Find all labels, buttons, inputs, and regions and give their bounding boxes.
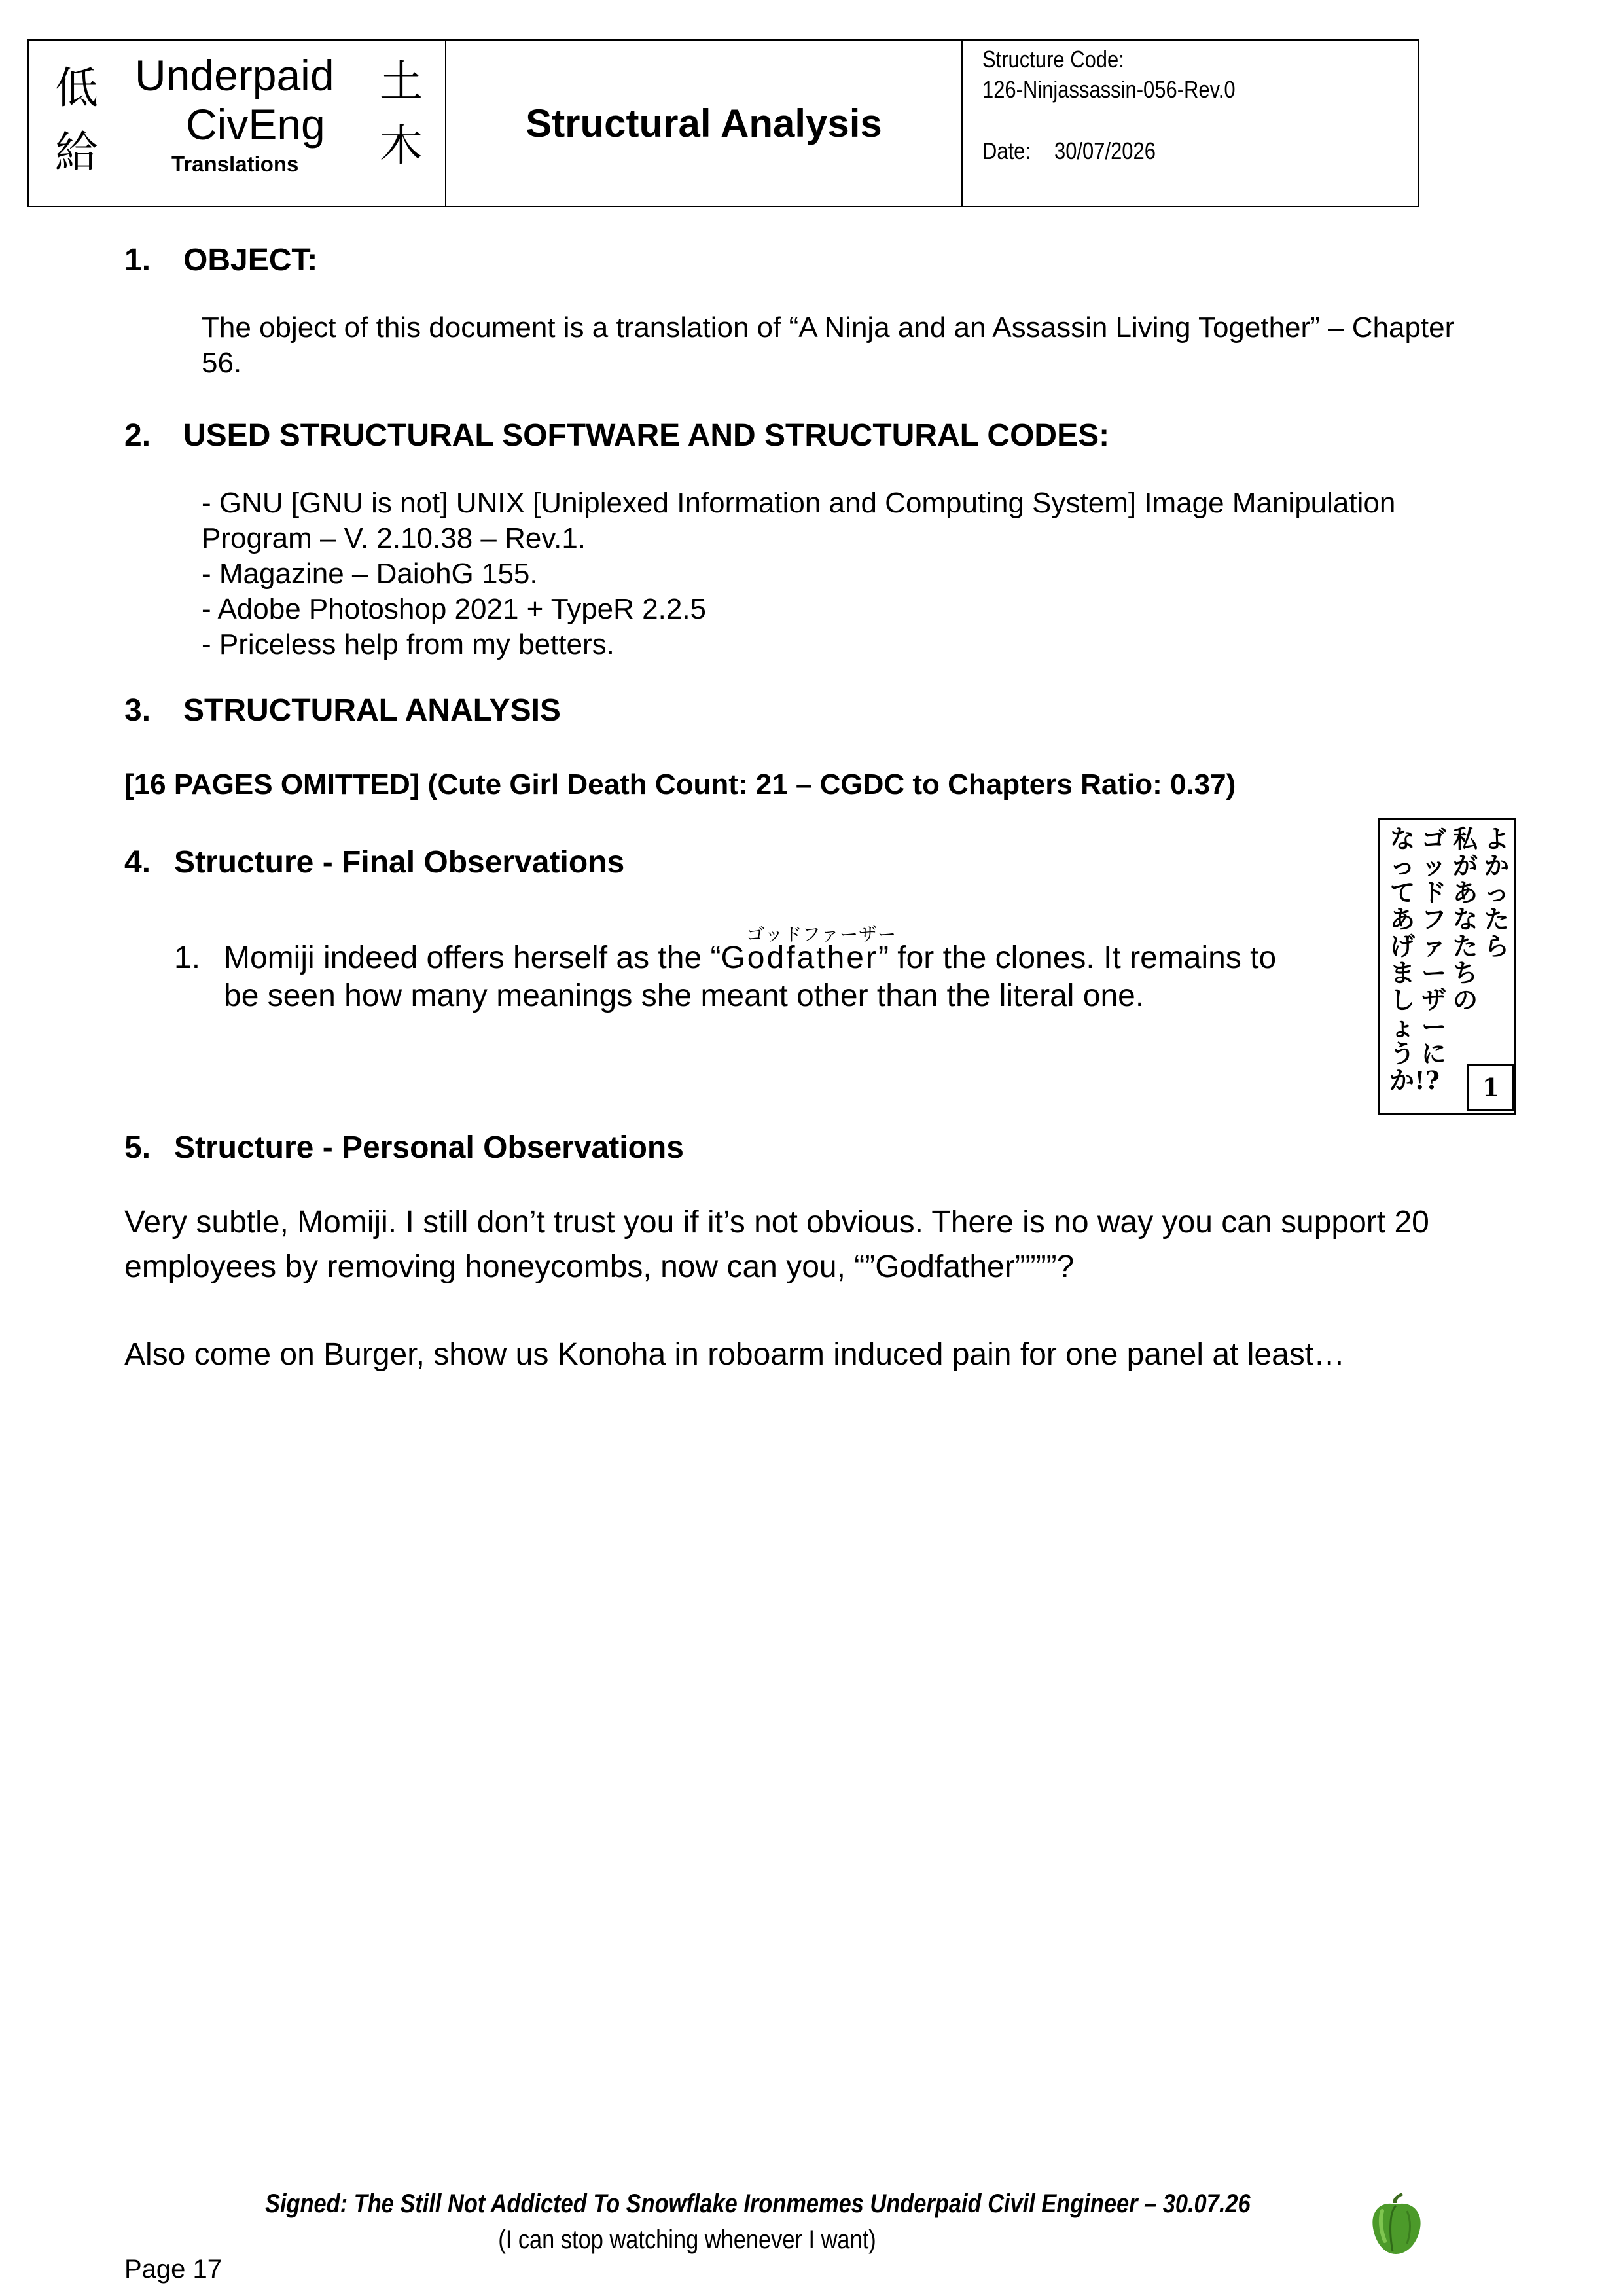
personal-observation-line-1: Very subtle, Momiji. I still don’t trust you if it’s not obvious. There is no way you can support 20 (124, 1205, 1429, 1240)
section-2-line-5: - Priceless help from my betters. (202, 628, 615, 660)
logo-line-translations: Translations (171, 152, 299, 176)
document-header (27, 39, 1419, 207)
date-label: Date: (982, 137, 1031, 164)
section-1-title: OBJECT: (183, 243, 318, 278)
document-title: Structural Analysis (446, 41, 963, 206)
panel-number-box: 1 (1467, 1064, 1514, 1111)
section-2-number: 2. (124, 418, 151, 453)
structure-info (963, 41, 1418, 206)
section-4-item-line-1 (224, 940, 1276, 976)
section-4-title: Structure - Final Observations (174, 845, 625, 880)
section-1-line-1: The object of this document is a translation of “A Ninja and an Assassin Living Together” – Chapter (202, 312, 1455, 344)
omitted-pages-note: [16 PAGES OMITTED] (Cute Girl Death Count: 21 – CGDC to Chapters Ratio: 0.37) (124, 768, 1236, 800)
logo-kanji-right-1: 土 (380, 56, 423, 107)
godfather-word: Godfather (721, 941, 878, 975)
panel-column-2: 私があなたちの (1452, 824, 1478, 1014)
date-value: 30/07/2026 (1054, 137, 1156, 164)
section-2-title: USED STRUCTURAL SOFTWARE AND STRUCTURAL CODES: (183, 418, 1110, 453)
personal-observation-line-2: employees by removing honeycombs, now can you, “”Godfather””””? (124, 1249, 1075, 1284)
logo-line-underpaid: Underpaid (135, 51, 334, 99)
ruby-annotation: ゴッドファーザー (746, 924, 897, 945)
logo-block (29, 41, 446, 206)
logo-line-civeng: CivEng (186, 100, 325, 149)
panel-column-4: なってあげましょうか!? (1389, 824, 1440, 1095)
panel-column-1: よかったら (1484, 824, 1509, 961)
section-5-title: Structure - Personal Observations (174, 1130, 684, 1165)
section-2-line-2: Program – V. 2.10.38 – Rev.1. (202, 522, 586, 554)
item-text-after: ” for the clones. It remains to (878, 941, 1277, 975)
structure-code-label: Structure Code: (982, 46, 1124, 73)
logo-kanji-left-2: 給 (55, 127, 98, 177)
section-3-number: 3. (124, 693, 151, 728)
section-1-number: 1. (124, 243, 151, 278)
logo-kanji-right-2: 木 (380, 120, 423, 171)
manga-text-panel (1378, 818, 1516, 1115)
section-5-number: 5. (124, 1130, 151, 1165)
signature-subtitle: (I can stop watching whenever I want) (498, 2225, 876, 2254)
section-2-line-3: - Magazine – DaiohG 155. (202, 558, 538, 590)
structure-code: 126-Ninjassassin-056-Rev.0 (982, 76, 1236, 103)
personal-observation-line-3: Also come on Burger, show us Konoha in roboarm induced pain for one panel at least… (124, 1337, 1346, 1372)
section-2-line-1: - GNU [GNU is not] UNIX [Uniplexed Information and Computing System] Image Manipulation (202, 487, 1396, 519)
section-1-line-2: 56. (202, 347, 242, 379)
signature-line: Signed: The Still Not Addicted To Snowflake Ironmemes Underpaid Civil Engineer – 30.07.26 (265, 2189, 1251, 2218)
item-text-before: Momiji indeed offers herself as the “ (224, 941, 721, 975)
section-3-title: STRUCTURAL ANALYSIS (183, 693, 561, 728)
panel-column-3: ゴッドファーザーに (1421, 824, 1446, 1068)
section-4-item-line-2: be seen how many meanings she meant other than the literal one. (224, 978, 1145, 1013)
section-2-line-4: - Adobe Photoshop 2021 + TypeR 2.2.5 (202, 593, 707, 625)
section-4-number: 4. (124, 845, 151, 880)
logo-kanji-left-1: 低 (55, 63, 98, 113)
section-4-item-number: 1. (174, 941, 201, 975)
green-pepper-icon (1366, 2191, 1425, 2257)
page-number: Page 17 (124, 2255, 223, 2284)
